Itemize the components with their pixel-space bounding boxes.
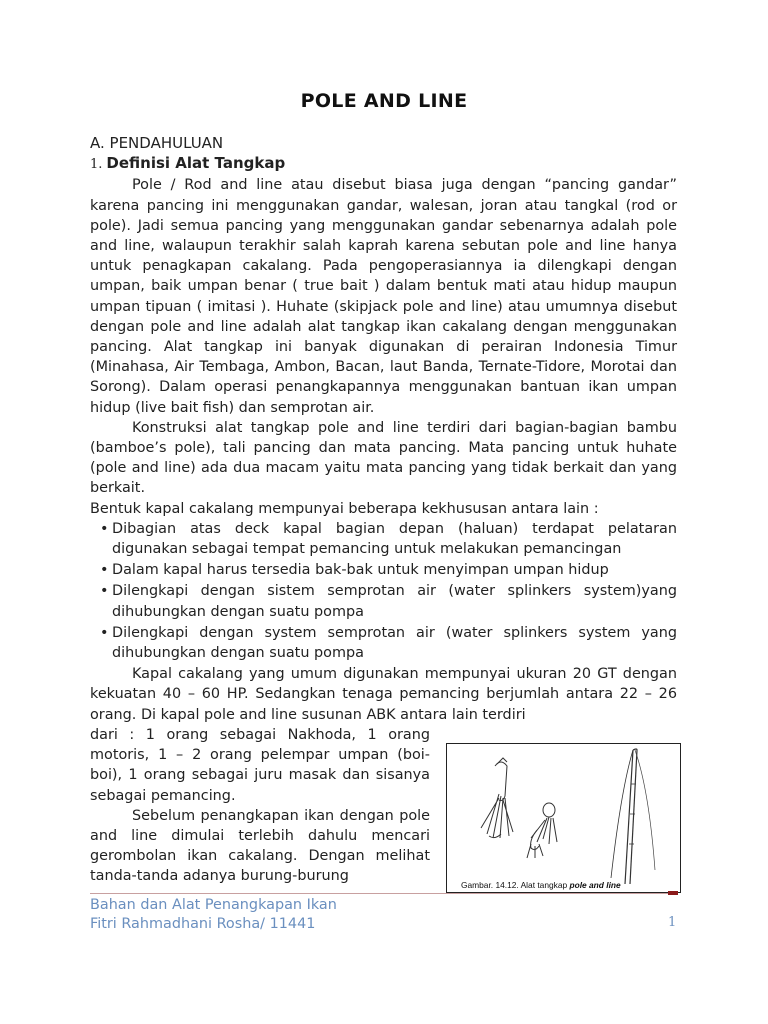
section-heading: A. PENDAHULUAN	[90, 134, 224, 152]
caption-italic: pole and line	[569, 880, 621, 890]
pole-and-line-illustration	[447, 744, 680, 892]
paragraph-ship-intro: Bentuk kapal cakalang mempunyai beberapa kekhususan antara lain :	[90, 500, 599, 517]
hook-lure-1	[481, 758, 513, 838]
list-item: • Dilengkapi dengan system semprotan air (water splinkers system yang dihubungkan dengan suatu pompa	[90, 623, 677, 663]
footer-divider-accent	[668, 891, 678, 895]
wrapped-text-column	[90, 725, 430, 887]
page-title: POLE AND LINE	[300, 90, 468, 112]
hook-lure-2	[527, 803, 557, 858]
page-footer	[90, 896, 680, 934]
paragraph-search: Sebelum penangkapan ikan dengan pole and line dimulai terlebih dahulu mencari gerombolan ikan cakalang. Dengan melihat tanda-tanda adanya burung-burung	[90, 807, 430, 885]
list-item: • Dalam kapal harus tersedia bak-bak untuk menyimpan umpan hidup	[90, 560, 677, 580]
paragraph-definition: Pole / Rod and line atau disebut biasa juga dengan “pancing gandar” karena pancing ini menggunakan gandar, walesan, joran atau tangkal (rod or pole). Jadi semua pancing yang menggunakan gandar sebenarnya adalah pole and line, walaupun terakhir salah kaprah karena sebutan pole and line hanya untuk penagkapan cakalang. Pada pengoperasiannya ia dilengkapi dengan umpan, baik umpan benar ( true bait ) dalam bentuk mati atau hidup maupun umpan tipuan ( imitasi ). Huhate (skipjack pole and line) atau umumnya disebut dengan pole and line adalah alat tangkap ikan cakalang dengan menggunakan pancing. Alat tangkap ini banyak digunakan di perairan Indonesia Timur (Minahasa, Air Tembaga, Ambon, Bacan, laut Banda, Ternate-Tidore, Morotai dan Sorong). Dalam operasi penangkapannya menggunakan bantuan ikan umpan hidup (live bait fish) dan semprotan air.	[90, 177, 677, 416]
list-item: • Dilengkapi dengan sistem semprotan air (water splinkers system)yang dihubungkan dengan suatu pompa	[90, 581, 677, 621]
caption-text: Gambar. 14.12. Alat tangkap	[461, 880, 570, 890]
paragraph-crew: dari : 1 orang sebagai Nakhoda, 1 orang motoris, 1 – 2 orang pelempar umpan (boi-boi), 1 orang sebagai juru masak dan sisanya sebagai pemancing.	[90, 726, 430, 804]
footer-author: Fitri Rahmadhani Rosha/ 11441	[90, 916, 316, 932]
paragraph-ship-size: Kapal cakalang yang umum digunakan mempunyai ukuran 20 GT dengan kekuatan 40 – 60 HP. Sedangkan tenaga pemancing berjumlah antara 22 – 26 orang. Di kapal pole and line susunan ABK antara lain terdiri	[90, 666, 677, 723]
footer-course: Bahan dan Alat Penangkapan Ikan	[90, 897, 337, 913]
ship-features-list	[90, 519, 677, 663]
figure-pole-and-line	[446, 743, 681, 893]
subsection-title: Definisi Alat Tangkap	[106, 154, 286, 173]
page-number: 1	[668, 915, 677, 930]
subsection-heading	[90, 153, 677, 175]
figure-caption	[461, 880, 621, 890]
footer-divider	[90, 893, 678, 894]
fishing-line	[635, 750, 655, 870]
subsection-number: 1.	[90, 157, 103, 173]
list-item: • Dibagian atas deck kapal bagian depan (haluan) terdapat pelataran digunakan sebagai tempat pemancing untuk melakukan pemancingan	[90, 519, 677, 559]
paragraph-construction: Konstruksi alat tangkap pole and line terdiri dari bagian-bagian bambu (bamboe’s pole), tali pancing dan mata pancing. Mata pancing untuk huhate (pole and line) ada dua macam yaitu mata pancing yang tidak berkait dan yang berkait.	[90, 419, 677, 497]
bamboo-pole	[611, 749, 637, 884]
